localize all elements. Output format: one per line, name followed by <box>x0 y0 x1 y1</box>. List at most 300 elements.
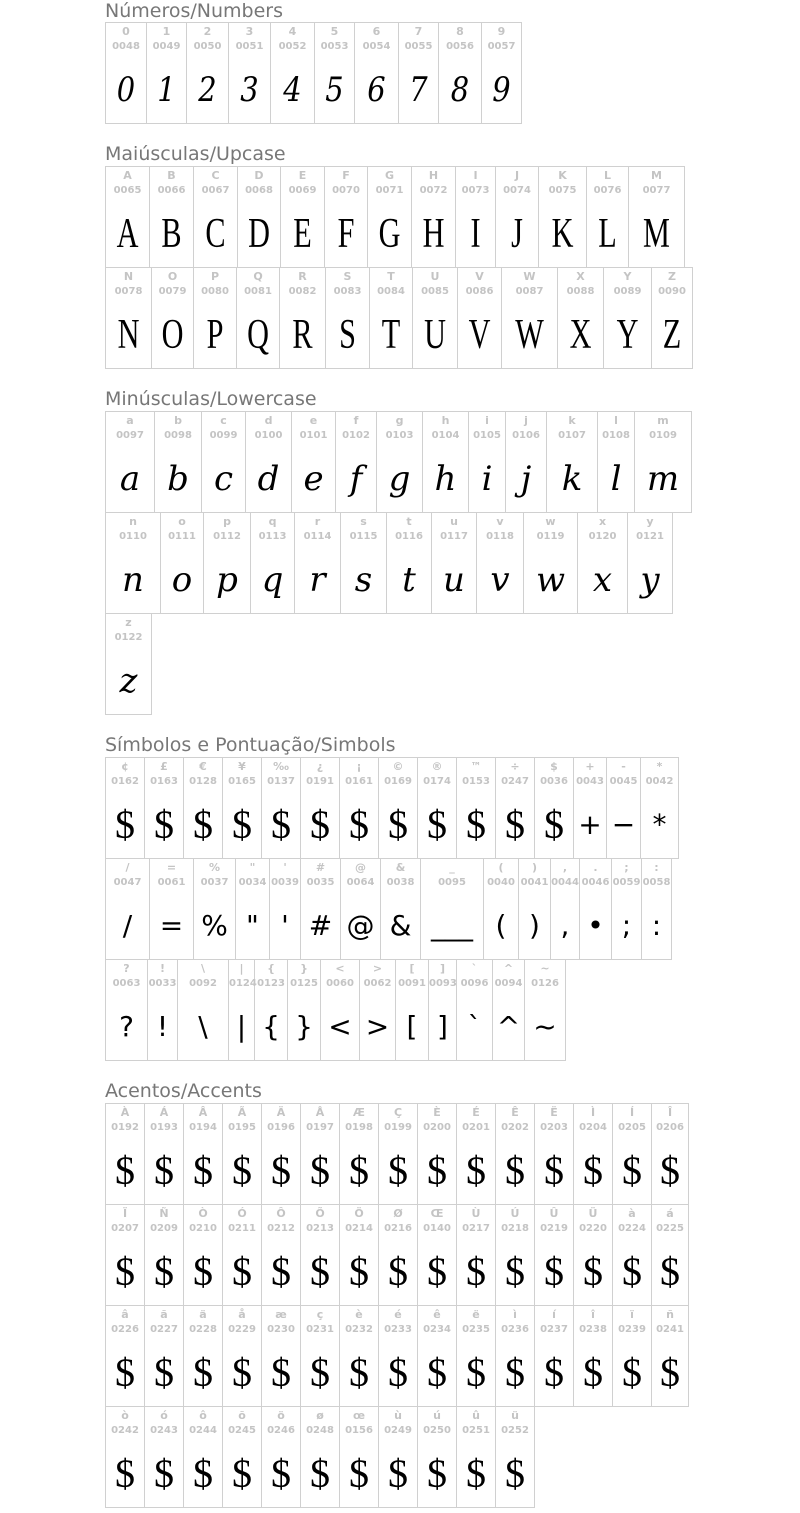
glyph-label: û <box>472 1409 480 1422</box>
glyph-code: 0204 <box>579 1122 607 1133</box>
glyph-code: 0230 <box>267 1324 295 1335</box>
glyph-cell <box>370 268 413 369</box>
glyph-label: W <box>523 270 536 283</box>
glyph-cell <box>340 1104 379 1205</box>
glyph-label: s <box>360 515 367 528</box>
glyph-cell <box>574 1104 613 1205</box>
glyph-label: B <box>167 169 176 182</box>
glyph-cell <box>574 758 607 859</box>
glyph-label: Æ <box>353 1106 365 1119</box>
glyph-code: 0199 <box>384 1122 412 1133</box>
glyph-code: 0089 <box>613 286 642 297</box>
glyph-code: 0100 <box>254 430 283 441</box>
glyph-code: 0125 <box>290 978 318 989</box>
glyph-label: ï <box>630 1308 634 1321</box>
glyph-label: Z <box>668 270 676 283</box>
glyph-label: ÷ <box>510 760 520 773</box>
glyph-cell <box>152 268 194 369</box>
glyph-cell <box>457 1407 496 1508</box>
glyph-code: 0087 <box>515 286 544 297</box>
glyph-sample: $ <box>193 1148 213 1193</box>
glyph-code: 0194 <box>189 1122 217 1133</box>
glyph-code: 0248 <box>306 1425 334 1436</box>
glyph-label: ] <box>439 962 446 975</box>
glyph-cell <box>387 513 432 614</box>
glyph-cell <box>457 960 493 1061</box>
glyph-label: y <box>646 515 654 528</box>
glyph-label: H <box>428 169 439 182</box>
glyph-code: 0092 <box>189 978 217 989</box>
glyph-sample: $ <box>154 1350 174 1395</box>
glyph-label: ? <box>123 962 130 975</box>
glyph-sample: q <box>261 560 284 600</box>
glyph-label: î <box>591 1308 595 1321</box>
glyph-code: 0076 <box>593 185 622 196</box>
glyph-label: K <box>558 169 567 182</box>
glyph-sample: $ <box>115 1249 135 1294</box>
glyph-code: 0249 <box>384 1425 412 1436</box>
glyph-label: ^ <box>503 962 514 975</box>
glyph-code: 0106 <box>512 430 540 441</box>
glyph-cell <box>574 1205 613 1306</box>
glyph-label: G <box>384 169 395 182</box>
glyph-cell <box>340 758 379 859</box>
glyph-code: 0195 <box>228 1122 256 1133</box>
glyph-code: 0220 <box>579 1223 607 1234</box>
glyph-row <box>105 1103 689 1205</box>
glyph-sample: $ <box>544 1350 564 1395</box>
glyph-cell <box>184 758 223 859</box>
glyph-label: ê <box>433 1308 441 1321</box>
glyph-sample: $ <box>660 1148 680 1193</box>
glyph-label: p <box>223 515 231 528</box>
glyph-sample: p <box>216 560 238 600</box>
glyph-code: 0212 <box>267 1223 295 1234</box>
glyph-code: 0252 <box>501 1425 529 1436</box>
glyph-code: 0238 <box>579 1324 607 1335</box>
glyph-sample: $ <box>427 1249 447 1294</box>
glyph-sample: 1 <box>157 70 176 110</box>
glyph-code: 0233 <box>384 1324 412 1335</box>
glyph-sample: $ <box>544 1148 564 1193</box>
glyph-label: Ò <box>198 1207 208 1220</box>
glyph-sample: C <box>205 211 226 257</box>
glyph-cell <box>613 1104 652 1205</box>
glyph-label: Õ <box>315 1207 325 1220</box>
glyph-code: 0040 <box>487 877 515 888</box>
glyph-label: C <box>211 169 220 182</box>
glyph-label: € <box>199 760 207 773</box>
glyph-label: N <box>123 270 134 283</box>
glyph-sample: $ <box>505 1249 525 1294</box>
glyph-label: Ù <box>471 1207 481 1220</box>
glyph-sample: ' <box>281 909 289 942</box>
glyph-sample: 0 <box>116 70 136 110</box>
glyph-label: è <box>355 1308 363 1321</box>
glyph-code: 0101 <box>299 430 328 441</box>
glyph-cell <box>457 1205 496 1306</box>
glyph-code: 0247 <box>501 776 529 787</box>
glyph-label: 6 <box>372 25 381 38</box>
glyph-code: 0197 <box>306 1122 334 1133</box>
glyph-code: 0103 <box>385 430 414 441</box>
glyph-label: ` <box>471 962 478 975</box>
glyph-label: Ü <box>588 1207 598 1220</box>
glyph-row <box>105 959 566 1061</box>
glyph-label: a <box>126 414 134 427</box>
glyph-label: 7 <box>414 25 423 38</box>
glyph-code: 0034 <box>238 877 267 888</box>
glyph-label: R <box>298 270 307 283</box>
glyph-code: 0075 <box>548 185 577 196</box>
section-title-maiusculas-upcase: Maiúsculas/Upcase <box>105 143 286 165</box>
glyph-code: 0060 <box>326 978 354 989</box>
glyph-sample: + <box>578 808 602 841</box>
glyph-label: Ô <box>276 1207 286 1220</box>
glyph-code: 0033 <box>148 978 177 989</box>
glyph-cell <box>106 412 155 513</box>
glyph-cell <box>238 167 281 268</box>
glyph-sample: $ <box>193 802 213 847</box>
glyph-cell <box>223 1407 262 1508</box>
glyph-label: > <box>372 962 383 975</box>
glyph-cell <box>106 1205 145 1306</box>
glyph-label: b <box>174 414 182 427</box>
glyph-sample: g <box>388 459 411 499</box>
glyph-label: ä <box>199 1308 207 1321</box>
glyph-sample: \ <box>198 1010 208 1043</box>
glyph-code: 0074 <box>503 185 531 196</box>
glyph-cell <box>325 167 368 268</box>
glyph-cell <box>145 1306 184 1407</box>
glyph-sample: $ <box>154 802 174 847</box>
glyph-code: 0090 <box>658 286 686 297</box>
glyph-sample: r <box>309 560 326 600</box>
glyph-label: h <box>441 414 450 427</box>
glyph-label: ; <box>624 861 629 874</box>
glyph-cell <box>262 1407 301 1508</box>
glyph-label: á <box>666 1207 674 1220</box>
glyph-code: 0054 <box>362 41 391 52</box>
glyph-code: 0112 <box>213 531 241 542</box>
glyph-sample: k <box>561 459 583 499</box>
glyph-cell <box>652 1205 689 1306</box>
glyph-label: ö <box>277 1409 285 1422</box>
glyph-sample: B <box>161 211 182 257</box>
glyph-label: ú <box>433 1409 441 1422</box>
glyph-cell <box>418 1407 457 1508</box>
glyph-cell <box>106 268 152 369</box>
glyph-cell <box>580 859 612 960</box>
glyph-code: 0229 <box>228 1324 256 1335</box>
glyph-code: 0209 <box>150 1223 178 1234</box>
glyph-row <box>105 22 522 124</box>
glyph-label: 0 <box>122 25 130 38</box>
glyph-sample: t <box>402 560 416 600</box>
glyph-cell <box>558 268 604 369</box>
glyph-code: 0072 <box>419 185 448 196</box>
glyph-code: 0091 <box>398 978 426 989</box>
glyph-row <box>105 411 692 513</box>
glyph-label: ø <box>316 1409 324 1422</box>
glyph-sample: i <box>481 459 493 499</box>
glyph-code: 0245 <box>228 1425 256 1436</box>
glyph-label: ¡ <box>356 760 362 773</box>
glyph-sample: − <box>611 808 636 841</box>
glyph-code: 0231 <box>306 1324 334 1335</box>
glyph-sample: $ <box>466 1249 486 1294</box>
glyph-label: é <box>394 1308 402 1321</box>
glyph-label: F <box>342 169 350 182</box>
glyph-label: O <box>167 270 178 283</box>
glyph-label: ) <box>531 861 538 874</box>
glyph-label: + <box>585 760 595 773</box>
glyph-sample: S <box>339 312 356 358</box>
glyph-label: } <box>300 962 308 975</box>
glyph-cell <box>161 513 204 614</box>
glyph-sample: $ <box>388 1451 408 1496</box>
glyph-label: v <box>496 515 504 528</box>
glyph-cell <box>301 1407 340 1508</box>
glyph-cell <box>295 513 341 614</box>
glyph-cell <box>229 23 271 124</box>
glyph-sample: $ <box>193 1249 213 1294</box>
glyph-label: Í <box>629 1106 635 1119</box>
glyph-label: £ <box>160 760 168 773</box>
glyph-label: P <box>210 270 220 283</box>
glyph-code: 0219 <box>540 1223 568 1234</box>
glyph-cell <box>421 859 484 960</box>
glyph-code: 0052 <box>278 41 307 52</box>
glyph-code: 0165 <box>228 776 256 787</box>
glyph-label: ! <box>159 962 166 975</box>
glyph-label: j <box>524 414 528 427</box>
glyph-sample: o <box>171 560 193 600</box>
glyph-sample: $ <box>427 1148 447 1193</box>
glyph-label: 4 <box>288 25 297 38</box>
glyph-sample: m <box>646 459 680 499</box>
glyph-code: 0062 <box>363 978 392 989</box>
glyph-code: 0169 <box>384 776 412 787</box>
glyph-sample: $ <box>388 802 408 847</box>
glyph-cell <box>457 1306 496 1407</box>
glyph-code: 0162 <box>111 776 139 787</box>
glyph-row <box>105 858 672 960</box>
glyph-label: / <box>125 861 130 874</box>
glyph-code: 0234 <box>423 1324 451 1335</box>
glyph-sample: n <box>122 560 144 600</box>
glyph-code: 0116 <box>395 531 423 542</box>
glyph-cell <box>506 412 547 513</box>
glyph-code: 0066 <box>157 185 186 196</box>
glyph-cell <box>178 960 229 1061</box>
glyph-code: 0246 <box>267 1425 295 1436</box>
glyph-code: 0244 <box>189 1425 217 1436</box>
glyph-cell <box>194 859 236 960</box>
glyph-label: U <box>430 270 440 283</box>
glyph-cell <box>493 960 525 1061</box>
glyph-label: 9 <box>497 25 506 38</box>
glyph-code: 0051 <box>235 41 264 52</box>
glyph-label: k <box>568 414 576 427</box>
glyph-cell <box>145 758 184 859</box>
glyph-label: \ <box>200 962 206 975</box>
glyph-label: Q <box>253 270 263 283</box>
glyph-label: Ö <box>354 1207 364 1220</box>
glyph-sample: $ <box>115 1451 135 1496</box>
glyph-code: 0080 <box>201 286 229 297</box>
glyph-sample: h <box>434 459 457 499</box>
glyph-sample: L <box>598 211 617 257</box>
glyph-cell <box>150 167 194 268</box>
glyph-sample: @ <box>346 909 375 942</box>
glyph-cell <box>187 23 229 124</box>
glyph-sample: $ <box>388 1350 408 1395</box>
glyph-sample: 3 <box>240 70 259 110</box>
glyph-label: 2 <box>203 25 212 38</box>
glyph-sample: $ <box>349 1350 369 1395</box>
glyph-cell <box>418 1205 457 1306</box>
glyph-cell <box>377 412 423 513</box>
glyph-label: Ó <box>237 1207 247 1220</box>
glyph-cell <box>355 23 399 124</box>
glyph-sample: P <box>206 312 224 358</box>
glyph-cell <box>652 268 693 369</box>
glyph-code: 0063 <box>112 978 141 989</box>
glyph-sample: ~ <box>533 1010 557 1043</box>
glyph-sample: $ <box>232 1249 252 1294</box>
glyph-code: 0237 <box>540 1324 568 1335</box>
glyph-sample: $ <box>232 1451 252 1496</box>
glyph-sample: $ <box>154 1249 174 1294</box>
glyph-sample: , <box>560 909 570 942</box>
glyph-sample: $ <box>505 802 525 847</box>
glyph-label: Û <box>549 1207 559 1220</box>
glyph-label: Ã <box>237 1106 247 1119</box>
glyph-sample: | <box>236 1010 247 1043</box>
glyph-label: ó <box>160 1409 168 1422</box>
glyph-cell <box>236 859 270 960</box>
glyph-cell <box>106 614 152 715</box>
glyph-cell <box>251 513 295 614</box>
glyph-sample: a <box>119 459 141 499</box>
glyph-code: 0153 <box>462 776 490 787</box>
glyph-code: 0216 <box>384 1223 412 1234</box>
glyph-cell <box>652 1306 689 1407</box>
glyph-code: 0053 <box>320 41 349 52</box>
glyph-label: ô <box>199 1409 207 1422</box>
glyph-code: 0201 <box>462 1122 490 1133</box>
glyph-cell <box>368 167 412 268</box>
glyph-cell <box>379 1407 418 1508</box>
glyph-label: ¥ <box>238 760 246 773</box>
glyph-label: L <box>603 169 611 182</box>
glyph-label: . <box>593 861 598 874</box>
glyph-code: 0210 <box>189 1223 217 1234</box>
glyph-code: 0251 <box>462 1425 490 1436</box>
glyph-code: 0048 <box>112 41 140 52</box>
glyph-code: 0191 <box>306 776 334 787</box>
glyph-label: œ <box>352 1409 366 1422</box>
glyph-code: 0232 <box>345 1324 373 1335</box>
glyph-row <box>105 512 673 614</box>
glyph-label: D <box>254 169 264 182</box>
glyph-cell <box>150 859 194 960</box>
glyph-cell <box>496 1104 535 1205</box>
glyph-cell <box>301 1205 340 1306</box>
glyph-code: 0077 <box>642 185 671 196</box>
glyph-label: Â <box>198 1106 208 1119</box>
glyph-sample: • <box>587 909 604 942</box>
glyph-code: 0213 <box>306 1223 334 1234</box>
glyph-sample: w <box>535 560 566 600</box>
glyph-sample: $ <box>115 802 135 847</box>
glyph-sample: Q <box>247 312 269 358</box>
glyph-label: ' <box>283 861 287 874</box>
glyph-label: T <box>387 270 395 283</box>
glyph-sample: > <box>365 1010 390 1043</box>
glyph-cell <box>539 167 587 268</box>
glyph-label: 1 <box>162 25 171 38</box>
glyph-code: 0078 <box>114 286 143 297</box>
glyph-sample: R <box>292 312 313 358</box>
glyph-cell <box>202 412 246 513</box>
glyph-code: 0113 <box>258 531 287 542</box>
glyph-code: 0163 <box>150 776 178 787</box>
glyph-cell <box>270 859 301 960</box>
glyph-sample: $ <box>466 1350 486 1395</box>
glyph-label: ~ <box>540 962 550 975</box>
glyph-sample: ; <box>621 909 632 942</box>
glyph-sample: $ <box>310 1350 330 1395</box>
glyph-cell <box>524 513 578 614</box>
glyph-label: Y <box>623 270 632 283</box>
glyph-label: & <box>395 861 406 874</box>
glyph-cell <box>412 167 456 268</box>
glyph-cell <box>379 758 418 859</box>
glyph-code: 0192 <box>111 1122 139 1133</box>
glyph-cell <box>301 859 341 960</box>
glyph-sample: / <box>122 909 133 942</box>
glyph-sample: j <box>520 459 532 499</box>
glyph-cell <box>255 960 288 1061</box>
glyph-cell <box>223 1306 262 1407</box>
glyph-cell <box>496 1205 535 1306</box>
glyph-label: f <box>353 414 359 427</box>
glyph-label: Ú <box>510 1207 520 1220</box>
glyph-cell <box>379 1104 418 1205</box>
glyph-label: ò <box>121 1409 129 1422</box>
glyph-code: 0070 <box>332 185 360 196</box>
glyph-cell <box>413 268 458 369</box>
glyph-label: _ <box>449 861 455 874</box>
glyph-code: 0205 <box>618 1122 646 1133</box>
glyph-code: 0088 <box>566 286 595 297</box>
glyph-cell <box>360 960 396 1061</box>
glyph-label: È <box>433 1106 441 1119</box>
glyph-sample: F <box>337 211 355 257</box>
glyph-code: 0108 <box>602 430 630 441</box>
glyph-code: 0036 <box>540 776 568 787</box>
glyph-code: 0243 <box>150 1425 178 1436</box>
glyph-cell <box>106 1104 145 1205</box>
glyph-cell <box>340 1205 379 1306</box>
glyph-code: 0037 <box>200 877 229 888</box>
glyph-code: 0096 <box>460 978 489 989</box>
glyph-sample: $ <box>310 802 330 847</box>
glyph-sample: v <box>490 560 510 600</box>
glyph-cell <box>262 1104 301 1205</box>
